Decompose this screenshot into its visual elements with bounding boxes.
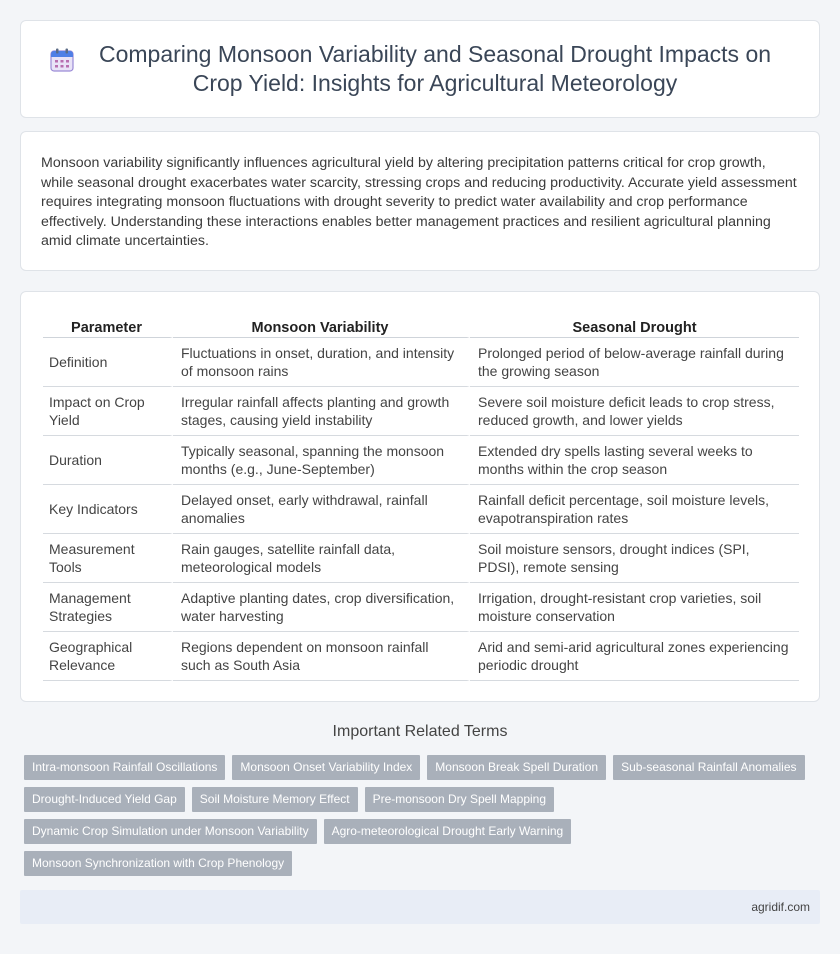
cell-monsoon: Delayed onset, early withdrawal, rainfall anomalies bbox=[173, 485, 470, 534]
intro-card bbox=[20, 131, 820, 271]
term-tag[interactable]: Dynamic Crop Simulation under Monsoon Variability bbox=[24, 819, 317, 844]
related-terms-title: Important Related Terms bbox=[332, 723, 508, 740]
cell-drought: Prolonged period of below-average rainfall during the growing season bbox=[470, 338, 799, 387]
tag-row bbox=[24, 851, 816, 876]
table-row bbox=[43, 338, 799, 387]
term-tag[interactable]: Soil Moisture Memory Effect bbox=[192, 787, 358, 812]
header-card bbox=[20, 20, 820, 118]
cell-monsoon: Rain gauges, satellite rainfall data, meteorological models bbox=[173, 534, 470, 583]
footer bbox=[20, 890, 820, 924]
term-tag[interactable]: Pre-monsoon Dry Spell Mapping bbox=[365, 787, 554, 812]
cell-monsoon: Fluctuations in onset, duration, and intensity of monsoon rains bbox=[173, 338, 470, 387]
term-tag[interactable]: Monsoon Onset Variability Index bbox=[232, 755, 420, 780]
cell-drought: Severe soil moisture deficit leads to crop stress, reduced growth, and lower yields bbox=[470, 387, 799, 436]
tag-row bbox=[24, 787, 816, 812]
header-seasonal-drought: Seasonal Drought bbox=[470, 312, 799, 338]
term-tag[interactable]: Intra-monsoon Rainfall Oscillations bbox=[24, 755, 225, 780]
cell-drought: Extended dry spells lasting several weeks to months within the crop season bbox=[470, 436, 799, 485]
table-row bbox=[43, 485, 799, 534]
term-tag[interactable]: Sub-seasonal Rainfall Anomalies bbox=[613, 755, 804, 780]
tag-row bbox=[24, 819, 816, 844]
cell-parameter: Duration bbox=[43, 436, 173, 485]
cell-monsoon: Typically seasonal, spanning the monsoon months (e.g., June-September) bbox=[173, 436, 470, 485]
page-title: Comparing Monsoon Variability and Seasonal Drought Impacts on Crop Yield: Insights for Agricultural Meteorology bbox=[98, 41, 772, 96]
cell-monsoon: Regions dependent on monsoon rainfall such as South Asia bbox=[173, 632, 470, 681]
cell-parameter: Measurement Tools bbox=[43, 534, 173, 583]
table-row bbox=[43, 436, 799, 485]
table-row bbox=[43, 583, 799, 632]
cell-parameter: Key Indicators bbox=[43, 485, 173, 534]
header-parameter: Parameter bbox=[43, 312, 173, 338]
comparison-table-card bbox=[20, 291, 820, 702]
cell-monsoon: Adaptive planting dates, crop diversification, water harvesting bbox=[173, 583, 470, 632]
table-row bbox=[43, 534, 799, 583]
table-row bbox=[43, 387, 799, 436]
comparison-table bbox=[43, 312, 799, 681]
intro-text: Monsoon variability significantly influences agricultural yield by altering precipitation patterns critical for crop growth, while seasonal drought exacerbates water scarcity, stressing crops and reducing productivity. Accurate yield assessment requires integrating monsoon fluctuations with drought severity to predict water availability and crop performance effectively. Understanding these interactions enables better management practices and resilient agricultural planning amid climate uncertainties. bbox=[41, 155, 797, 250]
table-row bbox=[43, 632, 799, 681]
term-tag[interactable]: Drought-Induced Yield Gap bbox=[24, 787, 185, 812]
cell-drought: Arid and semi-arid agricultural zones experiencing periodic drought bbox=[470, 632, 799, 681]
calendar-icon bbox=[49, 47, 75, 73]
cell-parameter: Definition bbox=[43, 338, 173, 387]
footer-site-link[interactable]: agridif.com bbox=[751, 900, 810, 914]
term-tag[interactable]: Monsoon Break Spell Duration bbox=[427, 755, 606, 780]
cell-drought: Rainfall deficit percentage, soil moisture levels, evapotranspiration rates bbox=[470, 485, 799, 534]
related-terms-list bbox=[24, 755, 816, 883]
cell-monsoon: Irregular rainfall affects planting and growth stages, causing yield instability bbox=[173, 387, 470, 436]
term-tag[interactable]: Agro-meteorological Drought Early Warning bbox=[324, 819, 572, 844]
cell-parameter: Geographical Relevance bbox=[43, 632, 173, 681]
term-tag[interactable]: Monsoon Synchronization with Crop Phenology bbox=[24, 851, 292, 876]
cell-parameter: Management Strategies bbox=[43, 583, 173, 632]
cell-drought: Soil moisture sensors, drought indices (SPI, PDSI), remote sensing bbox=[470, 534, 799, 583]
table-header-row bbox=[43, 312, 799, 338]
tag-row bbox=[24, 755, 816, 780]
cell-parameter: Impact on Crop Yield bbox=[43, 387, 173, 436]
header-monsoon-variability: Monsoon Variability bbox=[173, 312, 470, 338]
cell-drought: Irrigation, drought-resistant crop varieties, soil moisture conservation bbox=[470, 583, 799, 632]
